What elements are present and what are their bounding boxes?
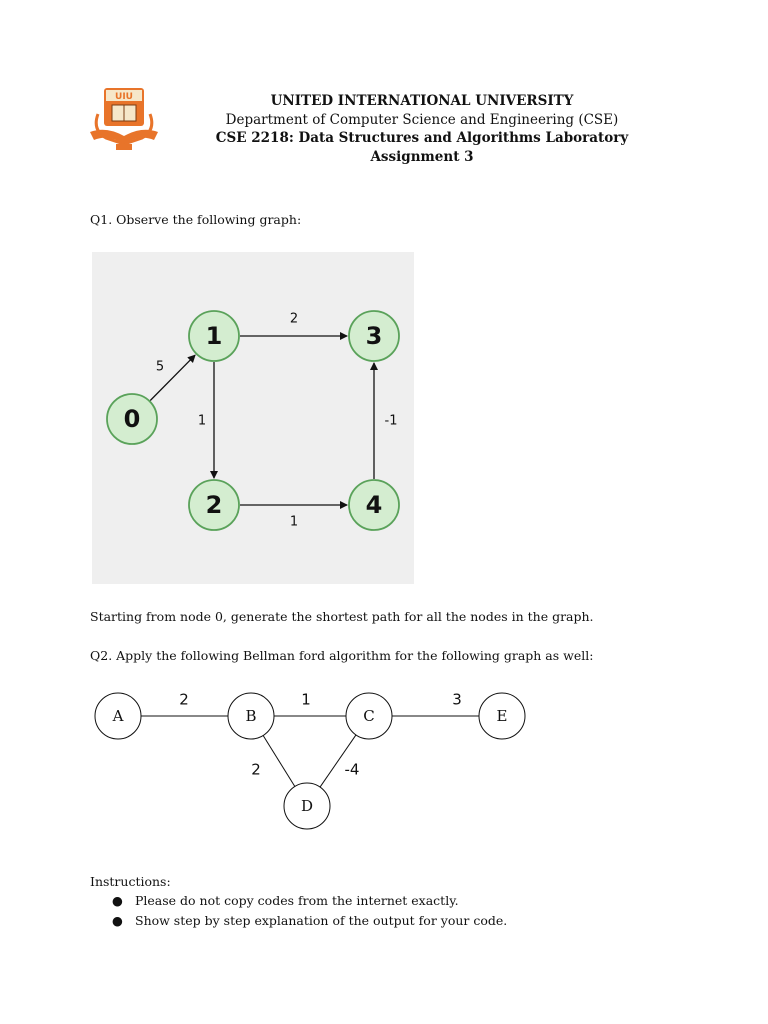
node-label-E: E — [496, 707, 508, 725]
edge-weight-2-4: 1 — [289, 514, 299, 530]
node-label-0: 0 — [123, 405, 141, 433]
q1-graph-svg — [92, 252, 414, 584]
university-name: UNITED INTERNATIONAL UNIVERSITY — [270, 93, 574, 109]
q1-text: Q1. Observe the following graph: — [90, 212, 302, 227]
edge-weight-1-2: 1 — [197, 413, 207, 429]
instruction-item: ● Show step by step explanation of the output for your code. — [90, 911, 507, 931]
instructions-title: Instructions: — [90, 874, 171, 889]
edge-weight-B-D: 2 — [251, 760, 261, 779]
edge-weight-C-E: 3 — [452, 690, 462, 709]
q1-graph — [92, 252, 414, 584]
edge-weight-0-1: 5 — [155, 359, 165, 375]
q2-graph — [88, 684, 538, 834]
node-label-1: 1 — [205, 322, 223, 350]
node-label-C: C — [363, 707, 375, 725]
instructions-list — [90, 891, 507, 931]
node-label-D: D — [300, 797, 314, 815]
q2-text: Q2. Apply the following Bellman ford algorithm for the following graph as well: — [90, 648, 594, 663]
edge-B-D — [263, 736, 295, 787]
node-label-3: 3 — [365, 322, 383, 350]
node-label-4: 4 — [365, 491, 383, 519]
edge-weight-1-3: 2 — [289, 311, 299, 327]
q1-followup: Starting from node 0, generate the shortest path for all the nodes in the graph. — [90, 609, 594, 624]
edge-weight-A-B: 2 — [179, 690, 189, 709]
edge-weight-C-D: -4 — [344, 760, 360, 779]
node-label-B: B — [245, 707, 257, 725]
bullet-icon: ● — [112, 893, 123, 908]
q2-graph-svg — [88, 684, 538, 834]
edge-weight-4-3: -1 — [384, 413, 398, 429]
instruction-item: ● Please do not copy codes from the internet exactly. — [90, 891, 507, 911]
assignment-title: Assignment 3 — [370, 148, 474, 165]
edge-weight-B-C: 1 — [301, 690, 311, 709]
bullet-icon: ● — [112, 913, 123, 928]
node-label-A: A — [112, 707, 124, 725]
node-label-2: 2 — [205, 491, 223, 519]
department-name: Department of Computer Science and Engineering (CSE) — [225, 111, 619, 128]
instructions — [90, 874, 507, 931]
course-title: CSE 2218: Data Structures and Algorithms Laboratory — [215, 130, 629, 146]
uiu-logo — [88, 86, 160, 152]
logo-lettering: UIU — [115, 92, 133, 102]
document-header — [200, 92, 644, 166]
